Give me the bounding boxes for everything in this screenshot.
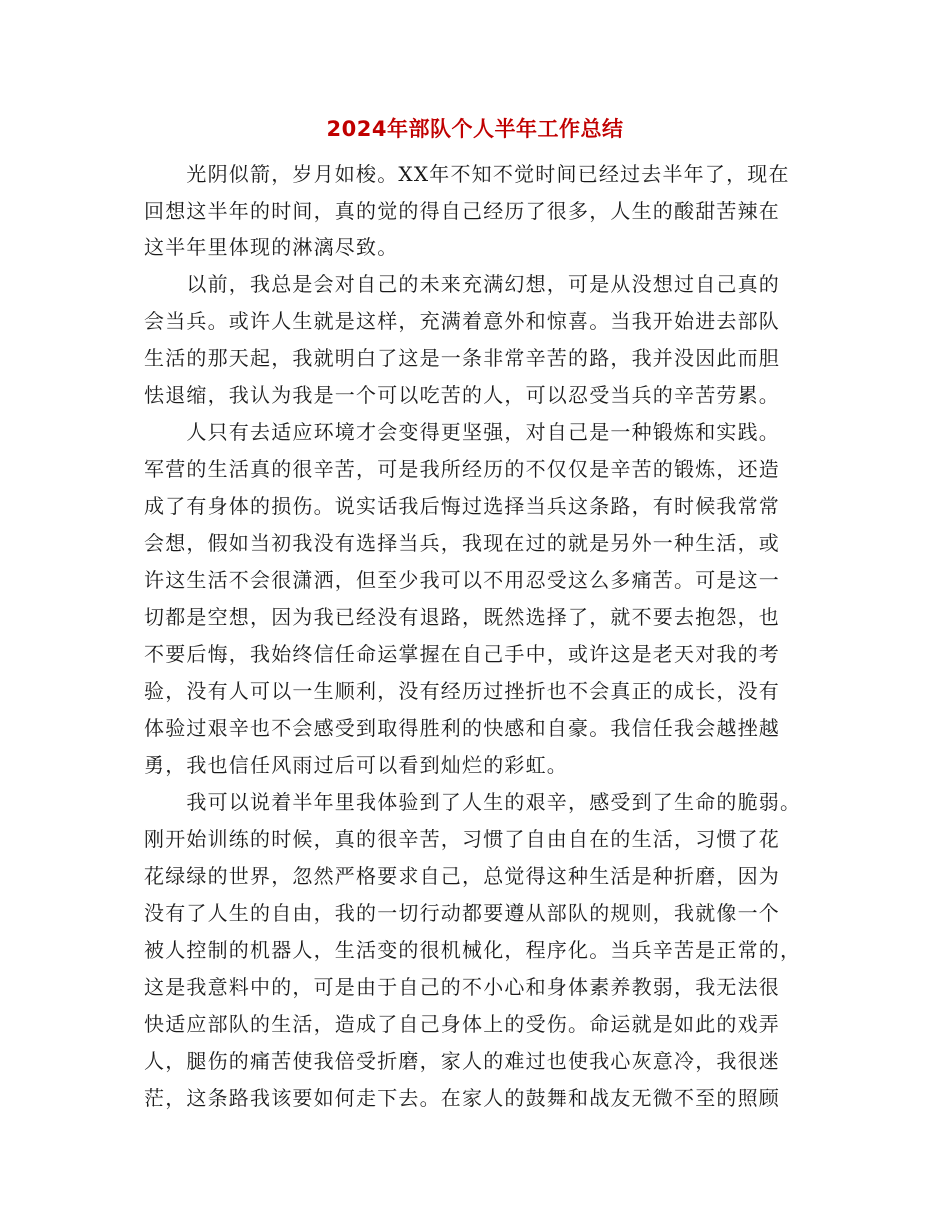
text-line: 人，腿伤的痛苦使我倍受折磨，家人的难过也使我心灰意冷，我很迷 [144,1049,780,1073]
text-line: 军营的生活真的很辛苦，可是我所经历的不仅仅是辛苦的锻炼，还造 [144,457,780,481]
text-line: 切都是空想，因为我已经没有退路，既然选择了，就不要去抱怨，也 [144,605,780,629]
text-line: 回想这半年的时间，真的觉的得自己经历了很多，人生的酸甜苦辣在 [144,199,780,223]
text-line: 怯退缩，我认为我是一个可以吃苦的人，可以忍受当兵的辛苦劳累。 [144,383,780,407]
text-line: 生活的那天起，我就明白了这是一条非常辛苦的路，我并没因此而胆 [144,346,780,370]
text-line: 这是我意料中的，可是由于自己的不小心和身体素养教弱，我无法很 [144,975,780,999]
document-title: 2024年部队个人半年工作总结 [326,117,624,141]
text-line: 会想，假如当初我没有选择当兵，我现在过的就是另外一种生活，或 [144,531,780,555]
text-line: 茫，这条路我该要如何走下去。在家人的鼓舞和战友无微不至的照顾 [144,1086,780,1110]
text-line: 会当兵。或许人生就是这样，充满着意外和惊喜。当我开始进去部队 [144,309,780,333]
text-line: 快适应部队的生活，造成了自己身体上的受伤。命运就是如此的戏弄 [144,1012,780,1036]
text-line: 许这生活不会很潇洒，但至少我可以不用忍受这么多痛苦。可是这一 [144,568,780,592]
text-line: 没有了人生的自由，我的一切行动都要遵从部队的规则，我就像一个 [144,901,780,925]
text-line: 刚开始训练的时候，真的很辛苦，习惯了自由自在的生活，习惯了花 [144,827,780,851]
text-line: 验，没有人可以一生顺利，没有经历过挫折也不会真正的成长，没有 [144,679,780,703]
text-line: 光阴似箭，岁月如梭。XX年不知不觉时间已经过去半年了，现在 [144,162,790,186]
text-line: 以前，我总是会对自己的未来充满幻想，可是从没想过自己真的 [144,272,780,296]
text-line: 人只有去适应环境才会变得更坚强，对自己是一种锻炼和实践。 [144,420,780,444]
text-line: 花绿绿的世界，忽然严格要求自己，总觉得这种生活是种折磨，因为 [144,864,780,888]
text-line: 勇，我也信任风雨过后可以看到灿烂的彩虹。 [144,753,568,777]
text-line: 我可以说着半年里我体验到了人生的艰辛，感受到了生命的脆弱。 [144,790,802,814]
text-line: 不要后悔，我始终信任命运掌握在自己手中，或许这是老天对我的考 [144,642,780,666]
text-line: 这半年里体现的淋漓尽致。 [144,235,399,259]
text-line: 被人控制的机器人，生活变的很机械化，程序化。当兵辛苦是正常的， [144,938,802,962]
text-line: 成了有身体的损伤。说实话我后悔过选择当兵这条路，有时候我常常 [144,494,780,518]
text-line: 体验过艰辛也不会感受到取得胜利的快感和自豪。我信任我会越挫越 [144,716,780,740]
